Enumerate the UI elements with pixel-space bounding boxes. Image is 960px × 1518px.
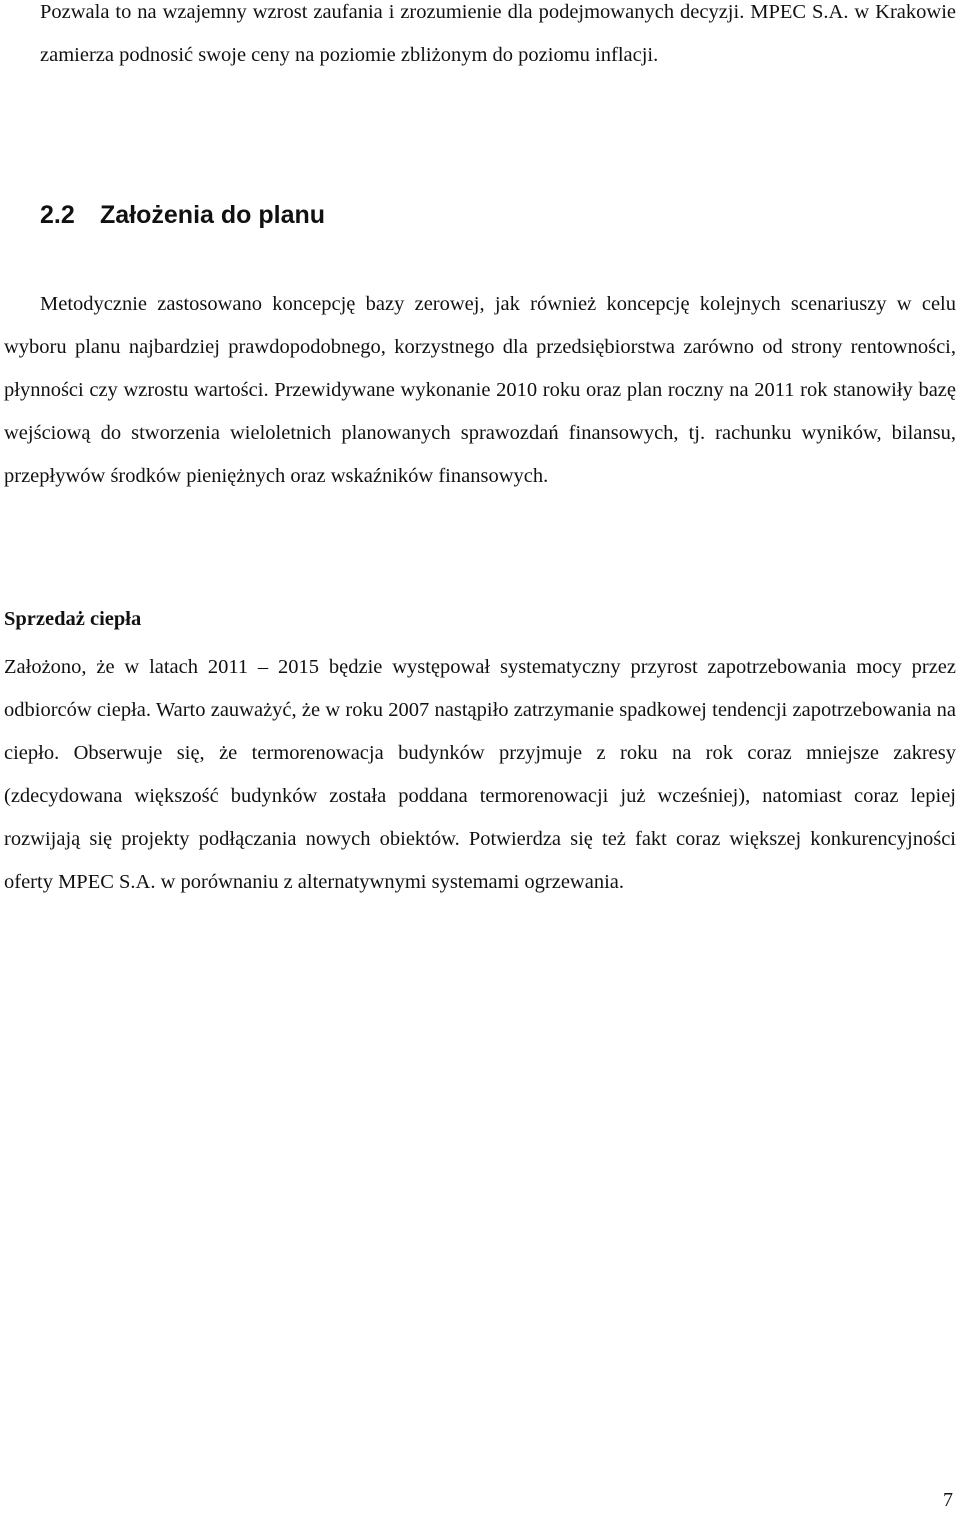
page-number: 7 [943,1489,953,1511]
body-paragraph-2 [4,646,956,904]
body-paragraph-1 [4,283,956,498]
section-heading [40,195,325,235]
section-title: Założenia do planu [100,201,326,229]
paragraph-1-text: Metodycznie zastosowano koncepcję bazy zerowej, jak również koncepcję kolejnych scenariuszy w celu wyboru planu najbardziej prawdopodobnego, korzystnego dla przedsiębiorstwa zarówno od strony rentowności, płynności czy wzrostu wartości. Przewidywane wykonanie 2010 roku oraz plan roczny na 2011 rok stanowiły bazę wejściową do stworzenia wieloletnich planowanych sprawozdań finansowych, tj. rachunku wyników, bilansu, przepływów środków pieniężnych oraz wskaźników finansowych. [4,293,956,487]
subsection-heading: Sprzedaż ciepła [4,608,142,630]
intro-paragraph-line1 [40,0,956,77]
section-number: 2.2 [40,201,75,229]
intro-paragraph: Pozwala to na wzajemny wzrost zaufania i zrozumienie dla podejmowanych decyzji. MPEC S.A. w Krakowie zamierza podnosić swoje ceny na poziomie zbliżonym do poziomu inflacji. [40,1,956,66]
paragraph-2-text: Założono, że w latach 2011 – 2015 będzie występował systematyczny przyrost zapotrzebowania mocy przez odbiorców ciepła. Warto zauważyć, że w roku 2007 nastąpiło zatrzymanie spadkowej tendencji zapotrzebowania na ciepło. Obserwuje się, że termorenowacja budynków przyjmuje z roku na rok coraz mniejsze zakresy (zdecydowana większość budynków została poddana termorenowacji już wcześniej), natomiast coraz lepiej rozwijają się projekty podłączania nowych obiektów. Potwierdza się też fakt coraz większej konkurencyjności oferty MPEC S.A. w porównaniu z alternatywnymi systemami ogrzewania. [4,656,956,893]
